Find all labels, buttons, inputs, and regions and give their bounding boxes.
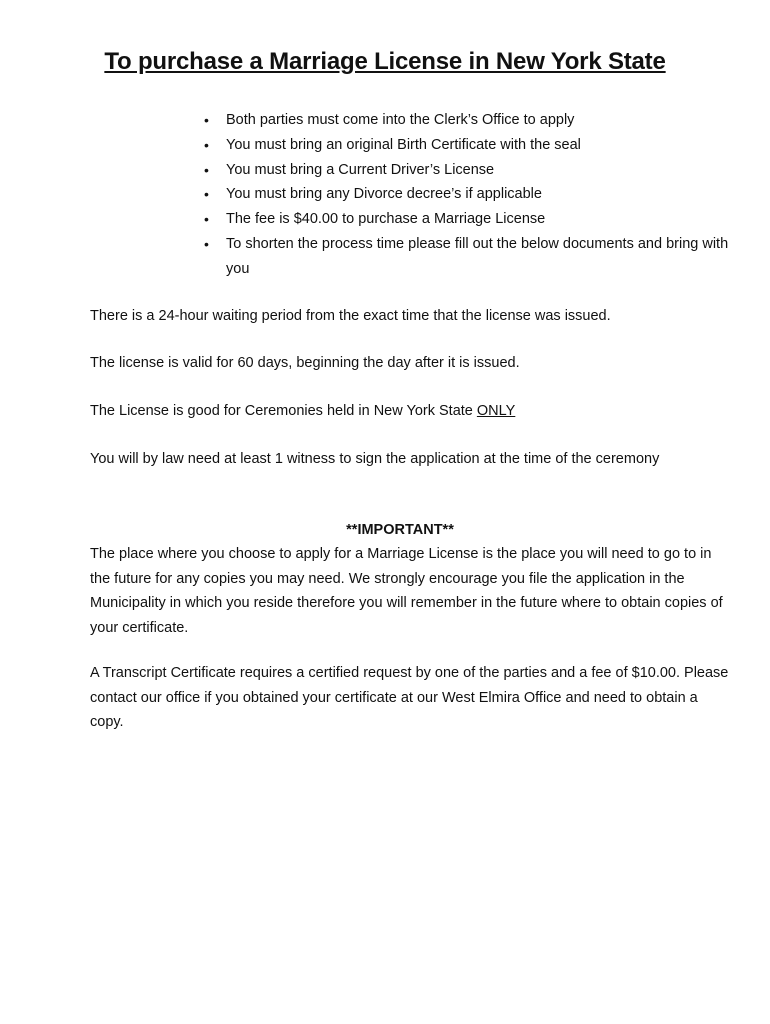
requirement-item: • You must bring any Divorce decree’s if applicable: [200, 182, 730, 207]
validity-text: The license is valid for 60 days, beginning the day after it is issued.: [90, 355, 520, 371]
ceremony-location-prefix: The License is good for Ceremonies held in New York State: [90, 403, 477, 419]
requirements-list: [200, 108, 730, 282]
important-text: The place where you choose to apply for a Marriage License is the place you will need to go to in the future for any copies you may need. We strongly encourage you file the application in the Municipality in which you reside therefore you will remember in the future where to obtain copies of your certificate.: [90, 546, 723, 636]
requirement-item: • You must bring an original Birth Certificate with the seal: [200, 133, 730, 158]
witness-text: You will by law need at least 1 witness to sign the application at the time of the ceremony: [90, 451, 660, 467]
requirement-item: • The fee is $40.00 to purchase a Marriage License: [200, 207, 730, 232]
requirement-item: • Both parties must come into the Clerk’s Office to apply: [200, 108, 730, 133]
requirement-item: • You must bring a Current Driver’s License: [200, 158, 730, 183]
ceremony-location-text: [90, 399, 730, 424]
page-title: To purchase a Marriage License in New York State: [104, 48, 666, 75]
important-heading: **IMPORTANT**: [346, 522, 454, 538]
waiting-period-text: There is a 24-hour waiting period from the exact time that the license was issued.: [90, 308, 611, 324]
ceremony-location-emphasis: ONLY: [476, 403, 516, 419]
transcript-text: A Transcript Certificate requires a certified request by one of the parties and a fee of $10.00. Please contact our office if you obtained your certificate at our West Elmira Office and need to obtain a copy.: [90, 665, 729, 731]
requirement-item: • To shorten the process time please fill out the below documents and bring with you: [200, 232, 730, 282]
